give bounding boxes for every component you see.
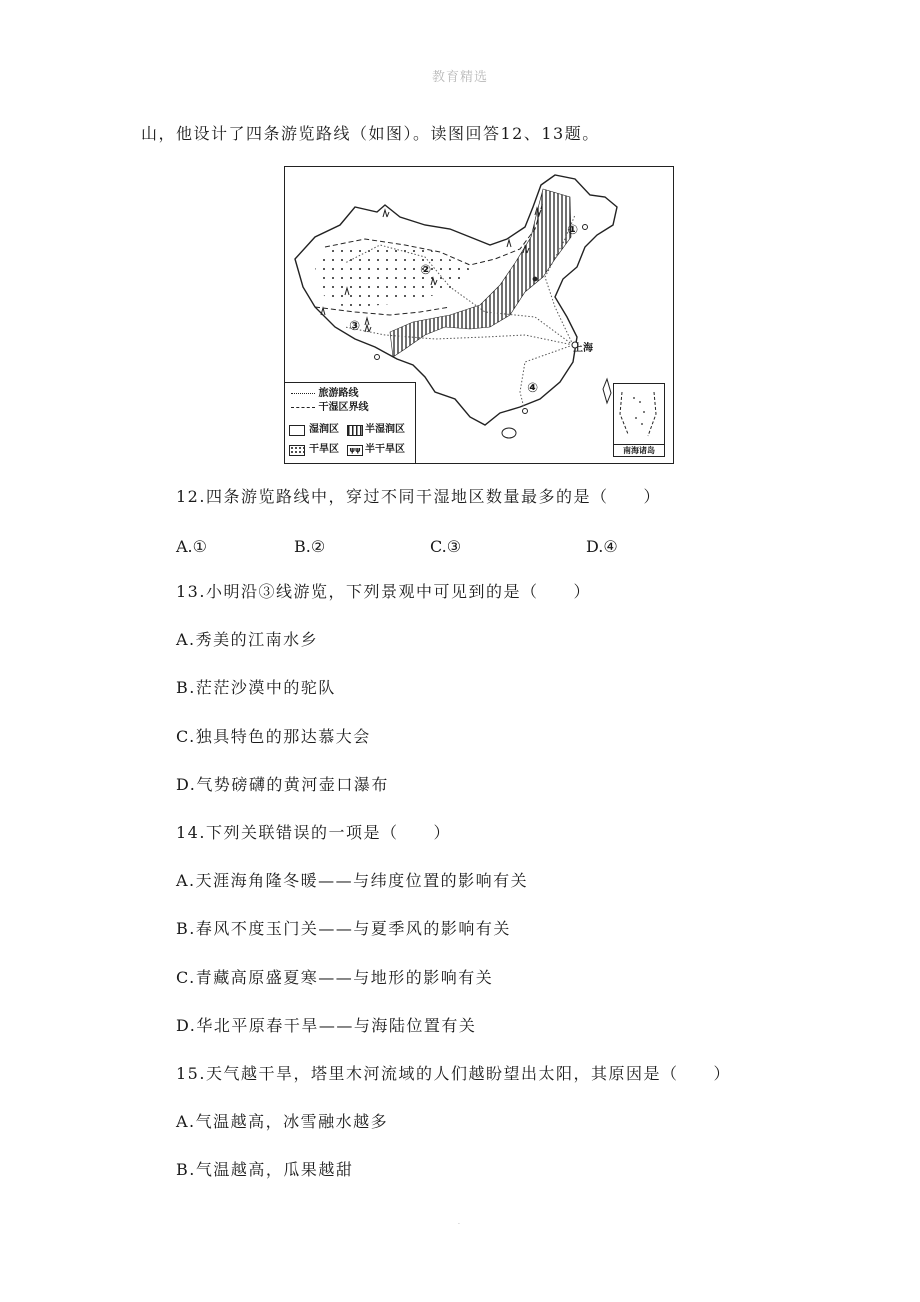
- page-header: 教育精选: [431, 70, 488, 85]
- q13-stem: 13.小明沿③线游览，下列景观中可见到的是（ ）: [176, 582, 591, 601]
- legend-arid: [289, 443, 349, 457]
- legend-arid-label: 干旱区: [309, 444, 339, 455]
- legend-boundary-label: 干湿区界线: [318, 402, 369, 413]
- legend-humid: [289, 423, 349, 437]
- q12-option-b: B.②: [294, 537, 326, 556]
- q12-option-c: C.③: [430, 537, 462, 556]
- legend-semi-arid-label: 半干旱区: [365, 444, 405, 455]
- q14-option-c: C.青藏高原盛夏寒——与地形的影响有关: [176, 968, 494, 987]
- arid-swatch: [289, 445, 305, 456]
- legend-semi-arid: [347, 443, 413, 457]
- map-legend: [285, 382, 416, 463]
- city-label-shanghai: 上海: [573, 343, 593, 354]
- q15-option-a: A.气温越高，冰雪融水越多: [176, 1112, 389, 1131]
- q15-stem: 15.天气越干旱，塔里木河流域的人们越盼望出太阳，其原因是（ ）: [176, 1064, 731, 1083]
- legend-semi-humid: [347, 423, 413, 437]
- route-label-3: ③: [349, 319, 361, 334]
- route-label-2: ②: [420, 263, 432, 278]
- climate-map-figure: [284, 166, 674, 464]
- route-label-1: ①: [567, 223, 579, 238]
- legend-route: [291, 387, 358, 401]
- legend-boundary: [291, 401, 368, 415]
- semi-arid-swatch: ψψ: [347, 445, 363, 456]
- page-footer-mark: .: [458, 1219, 460, 1226]
- q12-stem: 12.四条游览路线中，穿过不同干湿地区数量最多的是（ ）: [176, 487, 661, 506]
- q13-option-b: B.茫茫沙漠中的驼队: [176, 678, 336, 697]
- intro-text: 山，他设计了四条游览路线（如图）。读图回答12、13题。: [141, 124, 600, 143]
- q13-option-c: C.独具特色的那达慕大会: [176, 727, 371, 746]
- semi-humid-swatch: [347, 425, 363, 436]
- legend-semi-humid-label: 半湿润区: [365, 424, 405, 435]
- inset-label: 南海诸岛: [614, 444, 664, 456]
- route-line-symbol: [291, 393, 315, 394]
- q12-option-a: A.①: [176, 537, 207, 556]
- humid-swatch: [289, 425, 305, 436]
- q14-option-b: B.春风不度玉门关——与夏季风的影响有关: [176, 919, 511, 938]
- inset-islands: [614, 384, 662, 442]
- q14-option-a: A.天涯海角隆冬暖——与纬度位置的影响有关: [176, 871, 529, 890]
- q15-option-b: B.气温越高，瓜果越甜: [176, 1160, 354, 1179]
- q13-option-a: A.秀美的江南水乡: [176, 630, 319, 649]
- south-china-sea-inset: [613, 383, 665, 457]
- route-label-4: ④: [527, 381, 539, 396]
- q13-option-d: D.气势磅礴的黄河壶口瀑布: [176, 775, 389, 794]
- legend-route-label: 旅游路线: [318, 388, 359, 399]
- q12-option-d: D.④: [586, 537, 618, 556]
- legend-humid-label: 湿润区: [309, 424, 339, 435]
- boundary-line-symbol: [291, 407, 315, 408]
- q14-stem: 14.下列关联错误的一项是（ ）: [176, 823, 451, 842]
- q14-option-d: D.华北平原春干旱——与海陆位置有关: [176, 1016, 477, 1035]
